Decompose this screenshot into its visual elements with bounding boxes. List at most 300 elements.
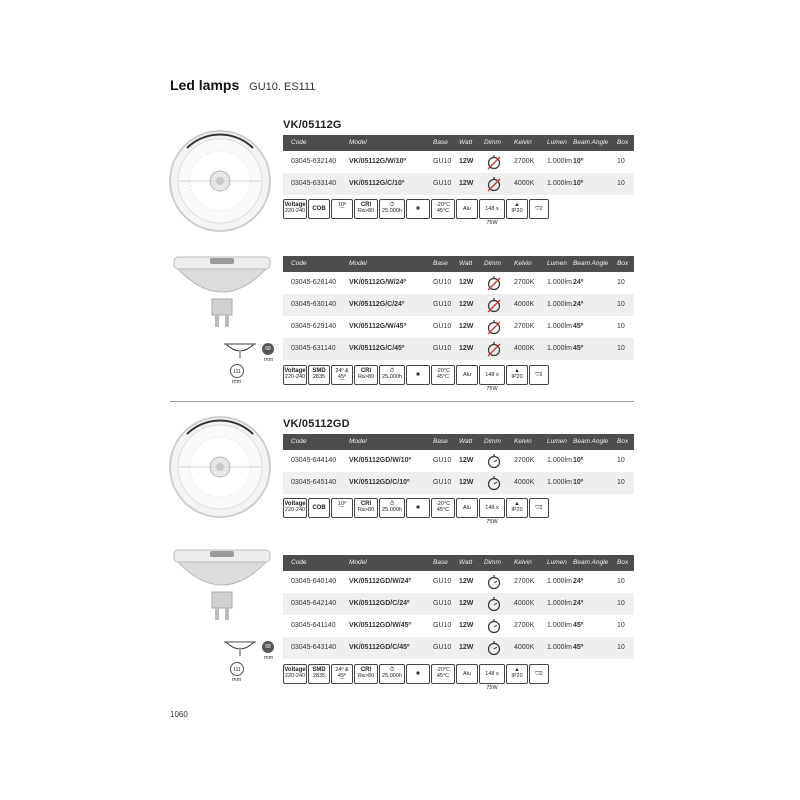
cell-lumen: 1.000lm (547, 180, 572, 187)
column-header-beam-angle: Beam Angle (573, 260, 609, 267)
spec-alu (456, 664, 478, 684)
cell-watt: 12W (459, 644, 474, 651)
spec-hours (379, 199, 405, 219)
cell-model: VK/05112G/C/10º (349, 180, 405, 187)
cell-code: 03045-641140 (291, 622, 336, 629)
cell-box: 10 (617, 158, 625, 165)
cell-kelvin: 4000K (514, 479, 535, 486)
column-header-dimm: Dimm (484, 260, 501, 267)
ip-icon: ▲ (514, 501, 520, 507)
spec-ip-value: IP20 (511, 507, 523, 513)
spec-voltage-label: Voltage (284, 667, 306, 673)
cell-kelvin: 2700K (514, 158, 535, 165)
product-table-vk05112gd-10 (283, 434, 634, 494)
cell-model: VK/05112GD/C/10º (349, 479, 410, 486)
cell-model: VK/05112G/W/10º (349, 158, 407, 165)
cell-box: 10 (617, 180, 625, 187)
cell-model: VK/05112GD/W/10º (349, 457, 412, 464)
spec-angle (331, 664, 353, 684)
spec-cri-label: CRI (360, 501, 372, 507)
cell-lumen: 1.000lm (547, 479, 572, 486)
spec-temperature-value: -20°C 45°C (435, 501, 451, 513)
column-header-beam-angle: Beam Angle (573, 438, 609, 445)
spec-voltage (283, 365, 307, 385)
cell-model: VK/05112G/C/24º (349, 301, 405, 308)
table-row (283, 472, 634, 494)
spec-pack (479, 664, 505, 691)
spec-hours (379, 664, 405, 684)
cell-watt: 12W (459, 600, 474, 607)
dimmer-icon (486, 453, 502, 469)
table-header (283, 135, 634, 151)
cell-kelvin: 2700K (514, 323, 535, 330)
cell-code: 03045-631140 (291, 345, 336, 352)
cell-code: 03045-642140 (291, 600, 337, 607)
spec-cri-label: CRI (360, 368, 372, 374)
spec-class (529, 365, 549, 385)
beam-angle-icon: ⌒ (339, 679, 345, 685)
cell-kelvin: 4000K (514, 180, 535, 187)
spec-pack-value: 148 x 75W (485, 206, 499, 226)
spec-cri (354, 498, 378, 518)
class-shield-icon: ⛉ (535, 372, 540, 378)
spec-temperature-value: -20°C 45°C (435, 368, 451, 380)
spec-hours (379, 498, 405, 518)
cell-lumen: 1.000lm (547, 644, 572, 651)
spec-hours-value: 25.000h (382, 507, 402, 513)
column-header-model: Model (349, 139, 367, 146)
stopwatch-icon: ⏱ (389, 667, 395, 673)
cell-beam-angle: 24º (573, 600, 584, 607)
spec-led-type (308, 199, 330, 219)
column-header-box: Box (617, 139, 629, 146)
cell-box: 10 (617, 578, 625, 585)
beam-angle-icon: ⌒ (339, 380, 345, 386)
dimension-diameter-circle: 111 (230, 364, 244, 378)
cell-base: GU10 (433, 180, 452, 187)
table-header (283, 555, 634, 571)
cell-beam-angle: 10º (573, 180, 584, 187)
cell-base: GU10 (433, 644, 452, 651)
spec-led-type (308, 365, 330, 385)
column-header-watt: Watt (459, 438, 473, 445)
spec-led-value: COB (312, 505, 326, 511)
cell-watt: 12W (459, 301, 474, 308)
cell-lumen: 1.000lm (547, 622, 572, 629)
dimension-side-drawing (222, 638, 258, 658)
cell-kelvin: 2700K (514, 622, 535, 629)
spec-pack-value: 148 x 75W (485, 372, 499, 392)
column-header-kelvin: Kelvin (514, 139, 532, 146)
spec-temperature-value: -20°C 45°C (435, 202, 451, 214)
cell-watt: 12W (459, 180, 474, 187)
spec-led-value: SMD (312, 368, 326, 374)
cell-lumen: 1.000lm (547, 323, 572, 330)
cell-model: VK/05112GD/W/24º (349, 578, 412, 585)
page-number: 1060 (170, 710, 188, 719)
light-burst-icon: ✺ (415, 671, 421, 677)
cell-base: GU10 (433, 279, 452, 286)
spec-alu-value: Alu (463, 505, 471, 511)
column-header-base: Base (433, 139, 448, 146)
cell-base: GU10 (433, 479, 452, 486)
lamp-front-image (167, 414, 273, 520)
spec-temperature (431, 498, 455, 518)
spec-voltage (283, 199, 307, 219)
spec-pack (479, 365, 505, 392)
spec-pack (479, 498, 505, 525)
spec-cri-label: CRI (360, 667, 372, 673)
dimension-diameter-unit: mm (232, 677, 242, 683)
spec-voltage-value: 220-240 (284, 507, 306, 513)
cell-beam-angle: 10º (573, 457, 584, 464)
spec-cri (354, 365, 378, 385)
spec-voltage-label: Voltage (284, 202, 306, 208)
catalog-subtitle: GU10. ES111 (249, 81, 316, 93)
spec-ip-value: IP20 (511, 208, 523, 214)
product-table-vk05112g-24-45 (283, 256, 634, 360)
cell-model: VK/05112G/W/24º (349, 279, 407, 286)
cell-box: 10 (617, 323, 625, 330)
dimension-diameter-circle: 111 (230, 662, 244, 676)
cell-lumen: 1.000lm (547, 578, 572, 585)
spec-angle-value: 24º & 45º (335, 667, 349, 679)
spec-angle-value: 10º (337, 202, 347, 208)
dimmer-icon (486, 640, 502, 656)
column-header-model: Model (349, 260, 367, 267)
table-row (283, 294, 634, 316)
cell-box: 10 (617, 600, 625, 607)
class-shield-icon: ⛉ (535, 206, 540, 212)
spec-light (406, 498, 430, 518)
spec-voltage-value: 220-240 (284, 673, 306, 679)
dimmer-not-allowed-icon (486, 341, 502, 357)
spec-led-type (308, 498, 330, 518)
dimmer-not-allowed-icon (486, 275, 502, 291)
dimmer-not-allowed-icon (486, 297, 502, 313)
spec-temperature-value: -20°C 45°C (435, 667, 451, 679)
spec-led-sub: 2835 (312, 673, 326, 679)
cell-model: VK/05112GD/C/45º (349, 644, 410, 651)
spec-hours-value: 25.000h (382, 374, 402, 380)
spec-led-value: COB (312, 206, 326, 212)
column-header-beam-angle: Beam Angle (573, 139, 609, 146)
column-header-kelvin: Kelvin (514, 559, 532, 566)
section-title-vk05112gd: VK/05112GD (283, 418, 350, 430)
cell-code: 03045-640140 (291, 578, 337, 585)
spec-ip-value: IP20 (511, 374, 523, 380)
column-header-lumen: Lumen (547, 438, 567, 445)
spec-alu-value: Alu (463, 206, 471, 212)
spec-alu-value: Alu (463, 671, 471, 677)
dimmer-icon (486, 475, 502, 491)
cell-code: 03045-632140 (291, 158, 337, 165)
spec-led-sub: 2835 (312, 374, 326, 380)
spec-led-value: SMD (312, 667, 326, 673)
table-row (283, 615, 634, 637)
spec-angle-value: 24º & 45º (335, 368, 349, 380)
stopwatch-icon: ⏱ (389, 368, 395, 374)
cell-watt: 12W (459, 578, 474, 585)
column-header-base: Base (433, 438, 448, 445)
spec-ip (506, 664, 528, 684)
cell-lumen: 1.000lm (547, 279, 572, 286)
cell-kelvin: 2700K (514, 279, 535, 286)
ip-icon: ▲ (514, 202, 520, 208)
spec-icons-row (283, 664, 553, 691)
cell-beam-angle: 24º (573, 279, 584, 286)
table-row (283, 450, 634, 472)
spec-icons-row (283, 498, 553, 525)
spec-icons-row (283, 199, 553, 226)
spec-cri (354, 664, 378, 684)
cell-model: VK/05112G/C/45º (349, 345, 405, 352)
cell-kelvin: 4000K (514, 345, 535, 352)
dimension-height-badge: 68 (262, 343, 274, 355)
spec-ip (506, 498, 528, 518)
spec-alu (456, 498, 478, 518)
cell-beam-angle: 10º (573, 479, 584, 486)
spec-voltage-value: 220-240 (284, 374, 306, 380)
beam-angle-icon: ⌒ (339, 507, 345, 513)
spec-class (529, 664, 549, 684)
table-row (283, 272, 634, 294)
cell-code: 03045-645140 (291, 479, 337, 486)
section-divider (170, 401, 634, 402)
cell-base: GU10 (433, 158, 452, 165)
cell-kelvin: 2700K (514, 457, 535, 464)
spec-temperature (431, 199, 455, 219)
cell-beam-angle: 45º (573, 323, 584, 330)
table-row (283, 338, 634, 360)
spec-angle (331, 199, 353, 219)
cell-beam-angle: 45º (573, 644, 584, 651)
cell-base: GU10 (433, 457, 452, 464)
lamp-side-image (172, 548, 272, 628)
spec-pack (479, 199, 505, 226)
dimension-side-drawing (222, 340, 258, 360)
spec-voltage (283, 664, 307, 684)
dimension-height-unit: mm (264, 655, 274, 661)
cell-beam-angle: 45º (573, 622, 584, 629)
cell-watt: 12W (459, 479, 474, 486)
spec-alu (456, 365, 478, 385)
table-row (283, 593, 634, 615)
spec-light (406, 365, 430, 385)
spec-class-value: 2 (539, 671, 543, 677)
cell-model: VK/05112GD/C/24º (349, 600, 410, 607)
cell-box: 10 (617, 479, 625, 486)
ip-icon: ▲ (514, 368, 520, 374)
cell-base: GU10 (433, 301, 452, 308)
spec-hours-value: 25.000h (382, 673, 402, 679)
spec-hours-value: 25.000h (382, 208, 402, 214)
cell-base: GU10 (433, 345, 452, 352)
cell-watt: 12W (459, 345, 474, 352)
column-header-watt: Watt (459, 559, 473, 566)
spec-temperature (431, 664, 455, 684)
ip-icon: ▲ (514, 667, 520, 673)
spec-class-value: 2 (539, 505, 543, 511)
dimmer-icon (486, 618, 502, 634)
column-header-lumen: Lumen (547, 559, 567, 566)
dimmer-icon (486, 574, 502, 590)
spec-class-value: 2 (539, 206, 543, 212)
column-header-base: Base (433, 260, 448, 267)
cell-code: 03045-629140 (291, 323, 337, 330)
column-header-beam-angle: Beam Angle (573, 559, 609, 566)
column-header-box: Box (617, 438, 629, 445)
dimmer-not-allowed-icon (486, 319, 502, 335)
cell-kelvin: 4000K (514, 600, 535, 607)
cell-beam-angle: 24º (573, 301, 584, 308)
spec-class (529, 498, 549, 518)
column-header-code: Code (291, 559, 307, 566)
table-row (283, 637, 634, 659)
table-row (283, 571, 634, 593)
spec-alu-value: Alu (463, 372, 471, 378)
cell-beam-angle: 24º (573, 578, 584, 585)
spec-cri-value: Ra>80 (357, 374, 375, 380)
spec-alu (456, 199, 478, 219)
cell-box: 10 (617, 279, 625, 286)
cell-base: GU10 (433, 323, 452, 330)
cell-kelvin: 2700K (514, 578, 535, 585)
spec-cri-value: Ra>80 (357, 673, 375, 679)
cell-watt: 12W (459, 323, 474, 330)
column-header-dimm: Dimm (484, 559, 501, 566)
cell-box: 10 (617, 345, 625, 352)
column-header-watt: Watt (459, 139, 473, 146)
cell-box: 10 (617, 457, 625, 464)
dimension-height-badge: 68 (262, 641, 274, 653)
column-header-lumen: Lumen (547, 139, 567, 146)
cell-model: VK/05112GD/W/45º (349, 622, 412, 629)
cell-model: VK/05112G/W/45º (349, 323, 407, 330)
cell-base: GU10 (433, 578, 452, 585)
spec-angle (331, 365, 353, 385)
table-row (283, 151, 634, 173)
cell-base: GU10 (433, 600, 452, 607)
cell-beam-angle: 10º (573, 158, 584, 165)
spec-light (406, 664, 430, 684)
cell-code: 03045-643140 (291, 644, 337, 651)
cell-code: 03045-633140 (291, 180, 337, 187)
cell-beam-angle: 45º (573, 345, 584, 352)
dimmer-icon (486, 596, 502, 612)
spec-pack-value: 148 x 75W (485, 671, 499, 691)
spec-pack-value: 148 x 75W (485, 505, 499, 525)
cell-box: 10 (617, 622, 625, 629)
section-title-vk05112g: VK/05112G (283, 119, 342, 131)
spec-cri-value: Ra>80 (357, 507, 375, 513)
dimmer-not-allowed-icon (486, 176, 502, 192)
spec-ip-value: IP20 (511, 673, 523, 679)
lamp-side-image (172, 255, 272, 335)
cell-kelvin: 4000K (514, 301, 535, 308)
cell-box: 10 (617, 301, 625, 308)
dimension-height-unit: mm (264, 357, 274, 363)
spec-cri-value: Ra>80 (357, 208, 375, 214)
spec-led-type (308, 664, 330, 684)
column-header-code: Code (291, 139, 307, 146)
spec-voltage-value: 220-240 (284, 208, 306, 214)
spec-class-value: 2 (539, 372, 543, 378)
stopwatch-icon: ⏱ (389, 501, 395, 507)
column-header-box: Box (617, 260, 629, 267)
cell-kelvin: 4000K (514, 644, 535, 651)
cell-lumen: 1.000lm (547, 301, 572, 308)
spec-cri-label: CRI (360, 202, 372, 208)
page-title (170, 77, 315, 93)
column-header-watt: Watt (459, 260, 473, 267)
spec-cri (354, 199, 378, 219)
cell-watt: 12W (459, 622, 474, 629)
cell-base: GU10 (433, 622, 452, 629)
spec-angle (331, 498, 353, 518)
column-header-code: Code (291, 438, 307, 445)
product-table-vk05112g-10 (283, 135, 634, 195)
catalog-title: Led lamps (170, 77, 240, 93)
cell-watt: 12W (459, 158, 474, 165)
dimmer-not-allowed-icon (486, 154, 502, 170)
spec-ip (506, 199, 528, 219)
cell-code: 03045-628140 (291, 279, 337, 286)
column-header-model: Model (349, 559, 367, 566)
cell-lumen: 1.000lm (547, 345, 572, 352)
light-burst-icon: ✺ (415, 372, 421, 378)
spec-ip (506, 365, 528, 385)
column-header-kelvin: Kelvin (514, 260, 532, 267)
cell-lumen: 1.000lm (547, 158, 572, 165)
lamp-front-image (167, 128, 273, 234)
class-shield-icon: ⛉ (535, 671, 540, 677)
spec-icons-row (283, 365, 553, 392)
cell-watt: 12W (459, 279, 474, 286)
light-burst-icon: ✺ (415, 206, 421, 212)
table-row (283, 316, 634, 338)
light-burst-icon: ✺ (415, 505, 421, 511)
spec-angle-value: 10º (337, 501, 347, 507)
table-header (283, 256, 634, 272)
product-table-vk05112gd-24-45 (283, 555, 634, 659)
cell-lumen: 1.000lm (547, 457, 572, 464)
dimension-diameter-unit: mm (232, 379, 242, 385)
spec-light (406, 199, 430, 219)
column-header-base: Base (433, 559, 448, 566)
class-shield-icon: ⛉ (535, 505, 540, 511)
column-header-lumen: Lumen (547, 260, 567, 267)
column-header-code: Code (291, 260, 307, 267)
cell-lumen: 1.000lm (547, 600, 572, 607)
beam-angle-icon: ⌒ (339, 208, 345, 214)
cell-box: 10 (617, 644, 625, 651)
spec-temperature (431, 365, 455, 385)
table-header (283, 434, 634, 450)
spec-voltage (283, 498, 307, 518)
spec-voltage-label: Voltage (284, 501, 306, 507)
spec-voltage-label: Voltage (284, 368, 306, 374)
table-row (283, 173, 634, 195)
cell-code: 03045-644140 (291, 457, 337, 464)
column-header-model: Model (349, 438, 367, 445)
cell-watt: 12W (459, 457, 474, 464)
column-header-dimm: Dimm (484, 139, 501, 146)
column-header-kelvin: Kelvin (514, 438, 532, 445)
spec-hours (379, 365, 405, 385)
column-header-dimm: Dimm (484, 438, 501, 445)
stopwatch-icon: ⏱ (389, 202, 395, 208)
